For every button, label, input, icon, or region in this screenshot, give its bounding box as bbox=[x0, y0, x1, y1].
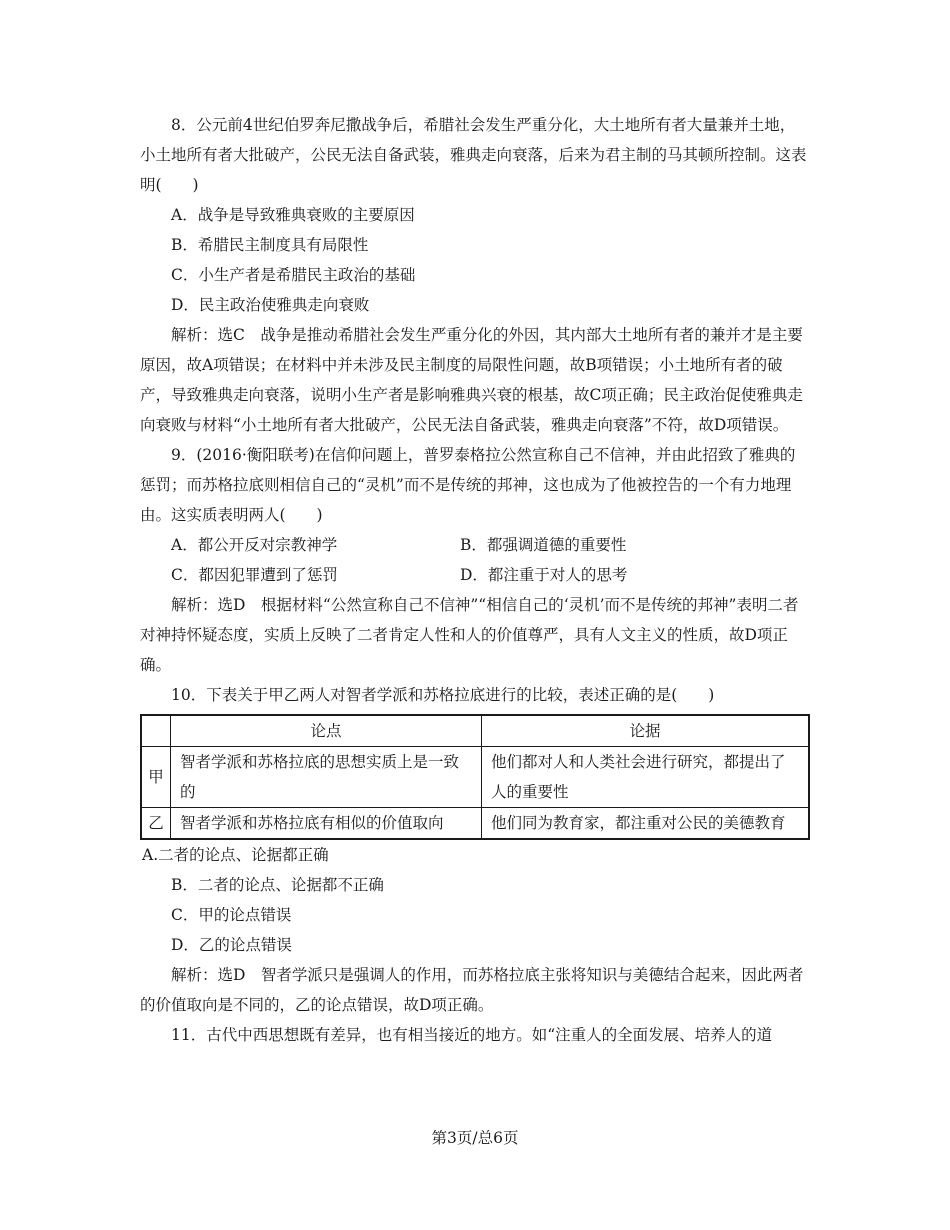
table-cell: 乙 bbox=[141, 808, 171, 840]
question-11-stem: 11．古代中西思想既有差异，也有相当接近的地方。如“注重人的全面发展、培养人的道 bbox=[171, 1026, 773, 1044]
table-header-row bbox=[141, 715, 809, 747]
table-header-cell bbox=[141, 715, 171, 747]
table-row bbox=[141, 808, 809, 840]
question-8-option-d: D．民主政治使雅典走向衰败 bbox=[171, 296, 370, 314]
question-10-stem: 10．下表关于甲乙两人对智者学派和苏格拉底进行的比较，表述正确的是( ) bbox=[171, 686, 715, 704]
table-row bbox=[141, 747, 809, 808]
question-9-option-b: B．都强调道德的重要性 bbox=[460, 536, 627, 554]
page-number: 第3页/总6页 bbox=[431, 1129, 519, 1147]
question-9-analysis: 解析：选D 根据材料“公然宣称自己不信神”“相信自己的‘灵机’而不是传统的邦神”表明二者对神持怀疑态度，实质上反映了二者肯定人性和人的价值尊严，具有人文主义的性质，故D项正确。 bbox=[140, 596, 799, 674]
comparison-table bbox=[140, 714, 810, 840]
question-8-stem: 8．公元前4世纪伯罗奔尼撒战争后，希腊社会发生严重分化，大土地所有者大量兼并土地，小土地所有者大批破产，公民无法自备武装，雅典走向衰落，后来为君主制的马其顿所控制。这表明( ) bbox=[140, 116, 807, 194]
table-cell: 智者学派和苏格拉底的思想实质上是一致的 bbox=[171, 747, 482, 808]
question-10-option-c: C．甲的论点错误 bbox=[171, 906, 292, 924]
question-8-option-c: C．小生产者是希腊民主政治的基础 bbox=[171, 266, 416, 284]
question-9-stem: 9．(2016·衡阳联考)在信仰问题上，普罗泰格拉公然宣称自己不信神，并由此招致了雅典的惩罚；而苏格拉底则相信自己的“灵机”而不是传统的邦神，这也成为了他被控告的一个有力地理由。这实质表明两人( ) bbox=[140, 446, 796, 524]
question-10-option-b: B．二者的论点、论据都不正确 bbox=[171, 876, 384, 894]
question-8-analysis: 解析：选C 战争是推动希腊社会发生严重分化的外因，其内部大土地所有者的兼并才是主要原因，故A项错误；在材料中并未涉及民主制度的局限性问题，故B项错误；小土地所有者的破产，导致雅典走向衰落，说明小生产者是影响雅典兴衰的根基，故C项正确；民主政治促使雅典走向衰败与材料“小土地所有者大批破产，公民无法自备武装，雅典走向衰落”不符，故D项错误。 bbox=[140, 326, 803, 434]
question-10-option-d: D．乙的论点错误 bbox=[171, 936, 292, 954]
question-8-option-a: A．战争是导致雅典衰败的主要原因 bbox=[171, 206, 415, 224]
table-header-cell: 论点 bbox=[171, 715, 482, 747]
question-10-option-a: A.二者的论点、论据都正确 bbox=[142, 846, 329, 864]
page-content bbox=[140, 110, 810, 1050]
table-cell: 他们同为教育家，都注重对公民的美德教育 bbox=[482, 808, 810, 840]
question-9-options-row-2 bbox=[140, 560, 810, 590]
table-cell: 甲 bbox=[141, 747, 171, 808]
table-header-cell: 论据 bbox=[482, 715, 810, 747]
table-cell: 智者学派和苏格拉底有相似的价值取向 bbox=[171, 808, 482, 840]
question-9-options-row-1 bbox=[140, 530, 810, 560]
question-8-option-b: B．希腊民主制度具有局限性 bbox=[171, 236, 369, 254]
question-9-option-a: A．都公开反对宗教神学 bbox=[171, 536, 338, 554]
question-9-option-c: C．都因犯罪遭到了惩罚 bbox=[171, 566, 338, 584]
question-10-analysis: 解析：选D 智者学派只是强调人的作用，而苏格拉底主张将知识与美德结合起来，因此两者的价值取向是不同的，乙的论点错误，故D项正确。 bbox=[140, 966, 804, 1014]
table-cell: 他们都对人和人类社会进行研究，都提出了人的重要性 bbox=[482, 747, 810, 808]
question-9-option-d: D．都注重于对人的思考 bbox=[460, 566, 628, 584]
